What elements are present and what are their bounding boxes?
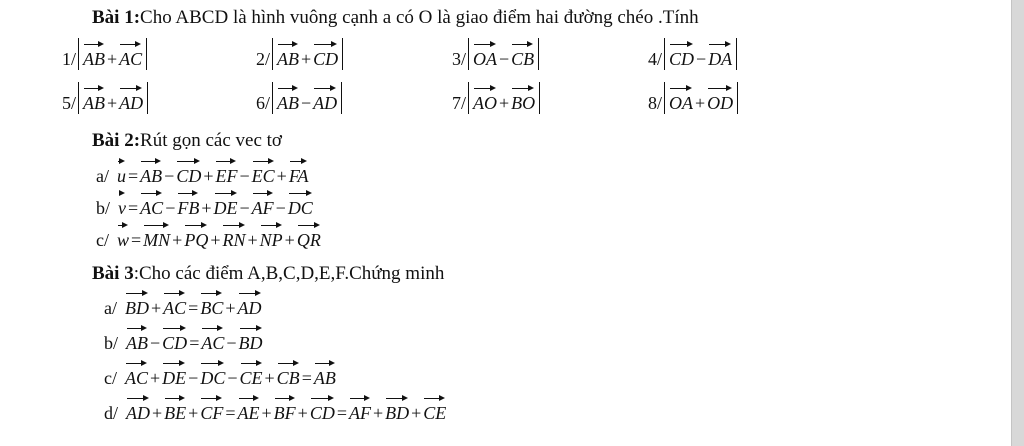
operator: − [301, 93, 312, 113]
vector-term: AB [126, 325, 148, 352]
item-label: 1/ [62, 49, 77, 69]
operator: = [301, 368, 312, 388]
vector-term: OA [669, 85, 693, 112]
bai1-item [648, 82, 738, 114]
vector-term: CD [313, 41, 338, 68]
operator: + [107, 49, 118, 69]
operator: − [239, 166, 250, 186]
item-label: 3/ [452, 49, 467, 69]
bai1-title [92, 8, 699, 27]
item-label: a/ [96, 166, 109, 186]
vector-term: AB [83, 41, 105, 68]
bai2-item [96, 222, 321, 249]
item-label: 8/ [648, 93, 663, 113]
bai2-title [92, 131, 282, 150]
bai3-title [92, 264, 444, 283]
operator: + [150, 368, 161, 388]
bai1-item [256, 82, 342, 114]
operator: − [275, 198, 286, 218]
bai2-item [96, 158, 308, 185]
item-label: c/ [104, 368, 117, 388]
bai1-item [648, 38, 737, 70]
item-label: 2/ [256, 49, 271, 69]
vector-term: AF [252, 190, 274, 217]
operator: − [696, 49, 707, 69]
vector-term: DA [708, 41, 732, 68]
vector-term: EC [252, 158, 275, 185]
item-label: c/ [96, 230, 109, 250]
bai1-text: Cho ABCD là hình vuông cạnh a có O là giao điểm hai đường chéo .Tính [140, 7, 699, 28]
vector-term: CD [669, 41, 694, 68]
operator: − [164, 166, 175, 186]
absolute-value-expression [664, 82, 738, 114]
vector-term: DC [200, 360, 225, 387]
vector-term: AC [201, 325, 224, 352]
item-label: 5/ [62, 93, 77, 113]
operator: + [188, 403, 199, 423]
operator: = [188, 298, 199, 318]
item-label: 4/ [648, 49, 663, 69]
bai2-item [96, 190, 313, 217]
item-label: b/ [96, 198, 111, 218]
operator: − [165, 198, 176, 218]
operator: + [225, 298, 236, 318]
absolute-value-expression [78, 82, 148, 114]
bai1-item [62, 82, 148, 114]
operator: + [201, 198, 212, 218]
bai1-heading: Bài 1: [92, 7, 141, 28]
operator: + [695, 93, 706, 113]
vector-term: AC [140, 190, 163, 217]
vector-term: CD [162, 325, 187, 352]
vector-term: DC [288, 190, 313, 217]
operator: + [284, 230, 295, 250]
vector-term: AD [126, 395, 150, 422]
vector-term: FB [177, 190, 199, 217]
operator: − [227, 368, 238, 388]
vector-term: CB [511, 41, 534, 68]
item-label: a/ [104, 298, 117, 318]
operator: + [276, 166, 287, 186]
absolute-value-expression [664, 38, 737, 70]
absolute-value-expression [272, 38, 343, 70]
vector-term: BD [125, 290, 149, 317]
operator: = [128, 166, 139, 186]
bai2-heading: Bài 2: [92, 130, 141, 151]
vector-term: AE [238, 395, 260, 422]
vector-term: PQ [184, 222, 208, 249]
vector-term: AO [473, 85, 497, 112]
bai3-text: :Cho các điểm A,B,C,D,E,F.Chứng minh [133, 263, 445, 284]
vector-term: u [117, 158, 126, 185]
vector-term: BD [385, 395, 409, 422]
vector-term: CD [310, 395, 335, 422]
operator: − [150, 333, 161, 353]
vector-term: AC [125, 360, 148, 387]
bai1-item [452, 38, 539, 70]
operator: + [107, 93, 118, 113]
vector-term: AD [238, 290, 262, 317]
vector-term: BE [164, 395, 186, 422]
vector-term: FA [289, 158, 309, 185]
vector-term: CD [176, 158, 201, 185]
vector-term: EF [215, 158, 237, 185]
bai2-text: Rút gọn các vec tơ [140, 130, 282, 151]
vector-term: DE [162, 360, 186, 387]
vector-term: AD [313, 85, 337, 112]
vector-term: BC [200, 290, 223, 317]
vector-term: AF [349, 395, 371, 422]
operator: + [411, 403, 422, 423]
page-edge [1011, 0, 1024, 446]
operator: + [264, 368, 275, 388]
vector-term: AB [277, 85, 299, 112]
operator: + [301, 49, 312, 69]
operator: = [336, 403, 347, 423]
vector-term: BD [239, 325, 263, 352]
bai3-item [104, 325, 263, 352]
vector-term: AB [314, 360, 336, 387]
vector-term: CB [277, 360, 300, 387]
absolute-value-expression [468, 38, 539, 70]
bai3-item [104, 360, 336, 387]
item-label: 6/ [256, 93, 271, 113]
vector-term: AB [83, 85, 105, 112]
vector-term: QR [297, 222, 321, 249]
vector-term: BF [274, 395, 296, 422]
vector-term: NP [260, 222, 283, 249]
operator: − [499, 49, 510, 69]
item-label: 7/ [452, 93, 467, 113]
operator: + [172, 230, 183, 250]
absolute-value-expression [78, 38, 147, 70]
bai3-item [104, 395, 446, 422]
vector-term: DE [214, 190, 238, 217]
vector-term: AB [277, 41, 299, 68]
vector-term: RN [222, 222, 245, 249]
item-label: d/ [104, 403, 119, 423]
bai1-item [452, 82, 540, 114]
vector-term: OA [473, 41, 497, 68]
operator: = [128, 198, 139, 218]
bai3-heading: Bài 3 [92, 263, 134, 284]
operator: + [210, 230, 221, 250]
vector-term: CE [423, 395, 446, 422]
operator: − [239, 198, 250, 218]
vector-term: MN [143, 222, 170, 249]
operator: + [203, 166, 214, 186]
vector-term: CE [240, 360, 263, 387]
item-label: b/ [104, 333, 119, 353]
vector-term: v [118, 190, 126, 217]
vector-term: OD [707, 85, 733, 112]
operator: + [247, 230, 258, 250]
vector-term: AC [163, 290, 186, 317]
absolute-value-expression [272, 82, 342, 114]
operator: + [499, 93, 510, 113]
operator: + [297, 403, 308, 423]
operator: − [188, 368, 199, 388]
operator: = [189, 333, 200, 353]
bai3-item [104, 290, 262, 317]
absolute-value-expression [468, 82, 540, 114]
vector-term: w [117, 222, 129, 249]
vector-term: AD [119, 85, 143, 112]
vector-term: AB [140, 158, 162, 185]
vector-term: AC [119, 41, 142, 68]
operator: + [372, 403, 384, 423]
bai1-item [62, 38, 147, 70]
operator: + [261, 403, 272, 423]
operator: = [225, 403, 236, 423]
operator: = [131, 230, 142, 250]
operator: + [151, 298, 162, 318]
operator: − [226, 333, 237, 353]
operator: + [152, 403, 163, 423]
vector-term: CF [200, 395, 223, 422]
bai1-item [256, 38, 343, 70]
vector-term: BO [511, 85, 535, 112]
